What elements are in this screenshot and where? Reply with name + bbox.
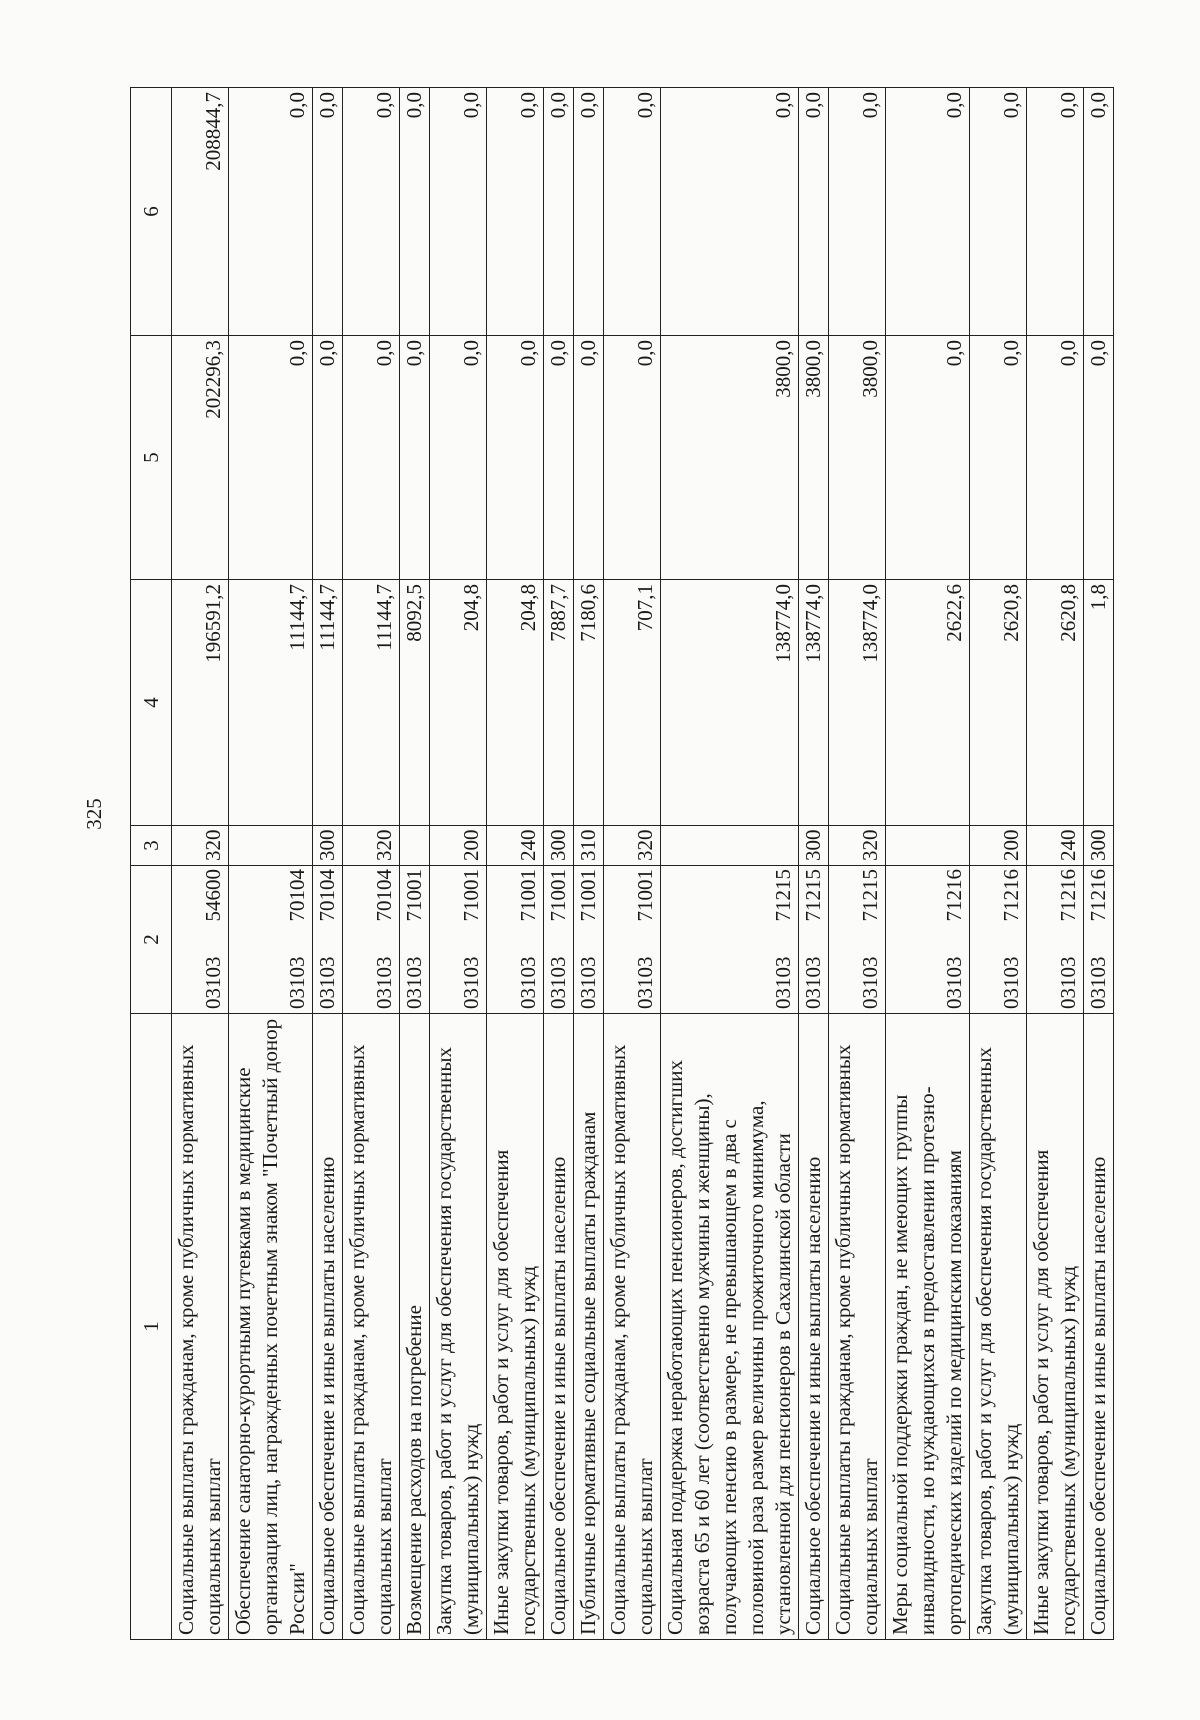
row-target-code: 71001: [400, 866, 430, 942]
row-name: Возмещение расходов на погребение: [400, 1014, 430, 1640]
row-target-code: 71216: [1027, 866, 1084, 942]
row-value-col6: 0,0: [604, 88, 661, 336]
row-target-code: 71216: [1084, 866, 1114, 942]
row-value-col6: 0,0: [400, 88, 430, 336]
row-section-code: 03103: [229, 942, 313, 1014]
row-target-code: 70104: [343, 866, 400, 942]
row-name: Закупка товаров, работ и услуг для обеспечения государственных (муниципальных) нужд: [970, 1014, 1027, 1640]
row-section-code: 03103: [544, 942, 574, 1014]
table-row: [661, 88, 799, 1640]
row-name: Меры социальной поддержки граждан, не имеющих группы инвалидности, но нуждающихся в предоставлении протезно-ортопедических изделий по медицинским показаниям: [886, 1014, 970, 1640]
row-target-code: 71001: [574, 866, 604, 942]
row-expense-type: 300: [1084, 826, 1114, 866]
row-value-col6: 0,0: [799, 88, 829, 336]
row-value-col4: 2620,8: [970, 580, 1027, 826]
row-expense-type: 300: [313, 826, 343, 866]
header-col-1: 1: [131, 1014, 172, 1640]
header-col-4: 4: [131, 580, 172, 826]
row-value-col6: 0,0: [1027, 88, 1084, 336]
row-value-col6: 0,0: [487, 88, 544, 336]
row-value-col4: 7180,6: [574, 580, 604, 826]
row-expense-type: 320: [172, 826, 229, 866]
row-section-code: 03103: [829, 942, 886, 1014]
row-value-col4: 2622,6: [886, 580, 970, 826]
row-value-col5: 0,0: [1084, 336, 1114, 580]
row-expense-type: [229, 826, 313, 866]
row-target-code: 71215: [661, 866, 799, 942]
table-row: [970, 88, 1027, 1640]
row-section-code: 03103: [313, 942, 343, 1014]
row-target-code: 71215: [799, 866, 829, 942]
row-value-col4: 204,8: [430, 580, 487, 826]
row-value-col6: 0,0: [229, 88, 313, 336]
row-name: Социальные выплаты гражданам, кроме публичных нормативных социальных выплат: [829, 1014, 886, 1640]
row-expense-type: 300: [544, 826, 574, 866]
row-expense-type: 310: [574, 826, 604, 866]
row-target-code: 54600: [172, 866, 229, 942]
row-section-code: 03103: [487, 942, 544, 1014]
row-section-code: 03103: [970, 942, 1027, 1014]
row-value-col4: 2620,8: [1027, 580, 1084, 826]
row-value-col5: 3800,0: [661, 336, 799, 580]
table-row: [829, 88, 886, 1640]
row-section-code: 03103: [1084, 942, 1114, 1014]
table-row: [886, 88, 970, 1640]
row-section-code: 03103: [400, 942, 430, 1014]
row-value-col4: 196591,2: [172, 580, 229, 826]
row-value-col5: 3800,0: [799, 336, 829, 580]
table-row: [574, 88, 604, 1640]
row-value-col4: 8092,5: [400, 580, 430, 826]
table-row: [1027, 88, 1084, 1640]
row-section-code: 03103: [799, 942, 829, 1014]
row-value-col4: 138774,0: [661, 580, 799, 826]
row-section-code: 03103: [574, 942, 604, 1014]
row-name: Социальное обеспечение и иные выплаты населению: [799, 1014, 829, 1640]
row-value-col4: 1,8: [1084, 580, 1114, 826]
row-section-code: 03103: [886, 942, 970, 1014]
row-value-col5: 0,0: [487, 336, 544, 580]
row-target-code: 71001: [604, 866, 661, 942]
row-expense-type: 240: [487, 826, 544, 866]
row-target-code: 71001: [487, 866, 544, 942]
row-value-col4: 11144,7: [343, 580, 400, 826]
header-col-6: 6: [131, 88, 172, 336]
row-name: Публичные нормативные социальные выплаты гражданам: [574, 1014, 604, 1640]
row-section-code: 03103: [343, 942, 400, 1014]
table-rotator: [130, 88, 1200, 1635]
row-target-code: 71001: [544, 866, 574, 942]
row-section-code: 03103: [430, 942, 487, 1014]
row-name: Социальное обеспечение и иные выплаты населению: [1084, 1014, 1114, 1640]
row-value-col5: 0,0: [574, 336, 604, 580]
row-expense-type: 200: [430, 826, 487, 866]
row-name: Закупка товаров, работ и услуг для обеспечения государственных (муниципальных) нужд: [430, 1014, 487, 1640]
row-value-col5: 0,0: [544, 336, 574, 580]
row-expense-type: 300: [799, 826, 829, 866]
row-value-col6: 208844,7: [172, 88, 229, 336]
row-value-col6: 0,0: [886, 88, 970, 336]
row-section-code: 03103: [604, 942, 661, 1014]
row-section-code: 03103: [661, 942, 799, 1014]
row-expense-type: 240: [1027, 826, 1084, 866]
row-value-col6: 0,0: [343, 88, 400, 336]
row-name: Социальная поддержка неработающих пенсионеров, достигших возраста 65 и 60 лет (соответственно мужчины и женщины), получающих пенсию в размере, не превышающем в два с половиной раза размер величины прожиточного минимума, установленной для пенсионеров в Сахалинской области: [661, 1014, 799, 1640]
row-value-col5: 202296,3: [172, 336, 229, 580]
row-expense-type: [886, 826, 970, 866]
row-value-col5: 0,0: [1027, 336, 1084, 580]
row-value-col5: 0,0: [400, 336, 430, 580]
row-value-col5: 0,0: [343, 336, 400, 580]
row-name: Иные закупки товаров, работ и услуг для обеспечения государственных (муниципальных) нужд: [1027, 1014, 1084, 1640]
row-value-col6: 0,0: [574, 88, 604, 336]
table-row: [430, 88, 487, 1640]
table-row: [229, 88, 313, 1640]
row-expense-type: 320: [343, 826, 400, 866]
table-row: [544, 88, 574, 1640]
row-expense-type: 320: [829, 826, 886, 866]
table-row: [313, 88, 343, 1640]
row-value-col4: 138774,0: [829, 580, 886, 826]
row-value-col6: 0,0: [829, 88, 886, 336]
row-value-col5: 0,0: [886, 336, 970, 580]
row-value-col5: 0,0: [430, 336, 487, 580]
page-number: 325: [82, 798, 106, 830]
row-value-col6: 0,0: [430, 88, 487, 336]
row-value-col4: 11144,7: [229, 580, 313, 826]
row-name: Социальные выплаты гражданам, кроме публичных нормативных социальных выплат: [343, 1014, 400, 1640]
row-name: Обеспечение санаторно-курортными путевками в медицинские организации лиц, награжденных почетным знаком "Почетный донор России": [229, 1014, 313, 1640]
row-target-code: 71216: [970, 866, 1027, 942]
row-value-col6: 0,0: [1084, 88, 1114, 336]
row-name: Социальные выплаты гражданам, кроме публичных нормативных социальных выплат: [172, 1014, 229, 1640]
table-header: [131, 88, 172, 1640]
row-value-col5: 0,0: [229, 336, 313, 580]
row-section-code: 03103: [1027, 942, 1084, 1014]
row-target-code: 70104: [313, 866, 343, 942]
row-name: Иные закупки товаров, работ и услуг для обеспечения государственных (муниципальных) нужд: [487, 1014, 544, 1640]
row-value-col5: 3800,0: [829, 336, 886, 580]
budget-table-frame: [130, 88, 1110, 1640]
table-row: [487, 88, 544, 1640]
table-row: [1084, 88, 1114, 1640]
row-value-col4: 7887,7: [544, 580, 574, 826]
row-value-col6: 0,0: [313, 88, 343, 336]
row-target-code: 71216: [886, 866, 970, 942]
row-name: Социальное обеспечение и иные выплаты населению: [544, 1014, 574, 1640]
table-row: [343, 88, 400, 1640]
header-col-3: 3: [131, 826, 172, 866]
row-expense-type: [661, 826, 799, 866]
row-value-col4: 204,8: [487, 580, 544, 826]
row-section-code: 03103: [172, 942, 229, 1014]
row-value-col5: 0,0: [970, 336, 1027, 580]
row-expense-type: [400, 826, 430, 866]
header-col-2: 2: [131, 866, 172, 1014]
table-body: [172, 88, 1114, 1640]
row-expense-type: 320: [604, 826, 661, 866]
row-value-col5: 0,0: [313, 336, 343, 580]
row-value-col5: 0,0: [604, 336, 661, 580]
row-target-code: 70104: [229, 866, 313, 942]
row-target-code: 71001: [430, 866, 487, 942]
row-value-col4: 707,1: [604, 580, 661, 826]
row-value-col4: 11144,7: [313, 580, 343, 826]
row-value-col6: 0,0: [970, 88, 1027, 336]
table-row: [604, 88, 661, 1640]
row-target-code: 71215: [829, 866, 886, 942]
row-value-col6: 0,0: [661, 88, 799, 336]
row-value-col6: 0,0: [544, 88, 574, 336]
table-row: [400, 88, 430, 1640]
row-expense-type: 200: [970, 826, 1027, 866]
budget-table: [130, 87, 1114, 1640]
row-name: Социальные выплаты гражданам, кроме публичных нормативных социальных выплат: [604, 1014, 661, 1640]
table-row: [172, 88, 229, 1640]
row-value-col4: 138774,0: [799, 580, 829, 826]
row-name: Социальное обеспечение и иные выплаты населению: [313, 1014, 343, 1640]
table-row: [799, 88, 829, 1640]
header-col-5: 5: [131, 336, 172, 580]
